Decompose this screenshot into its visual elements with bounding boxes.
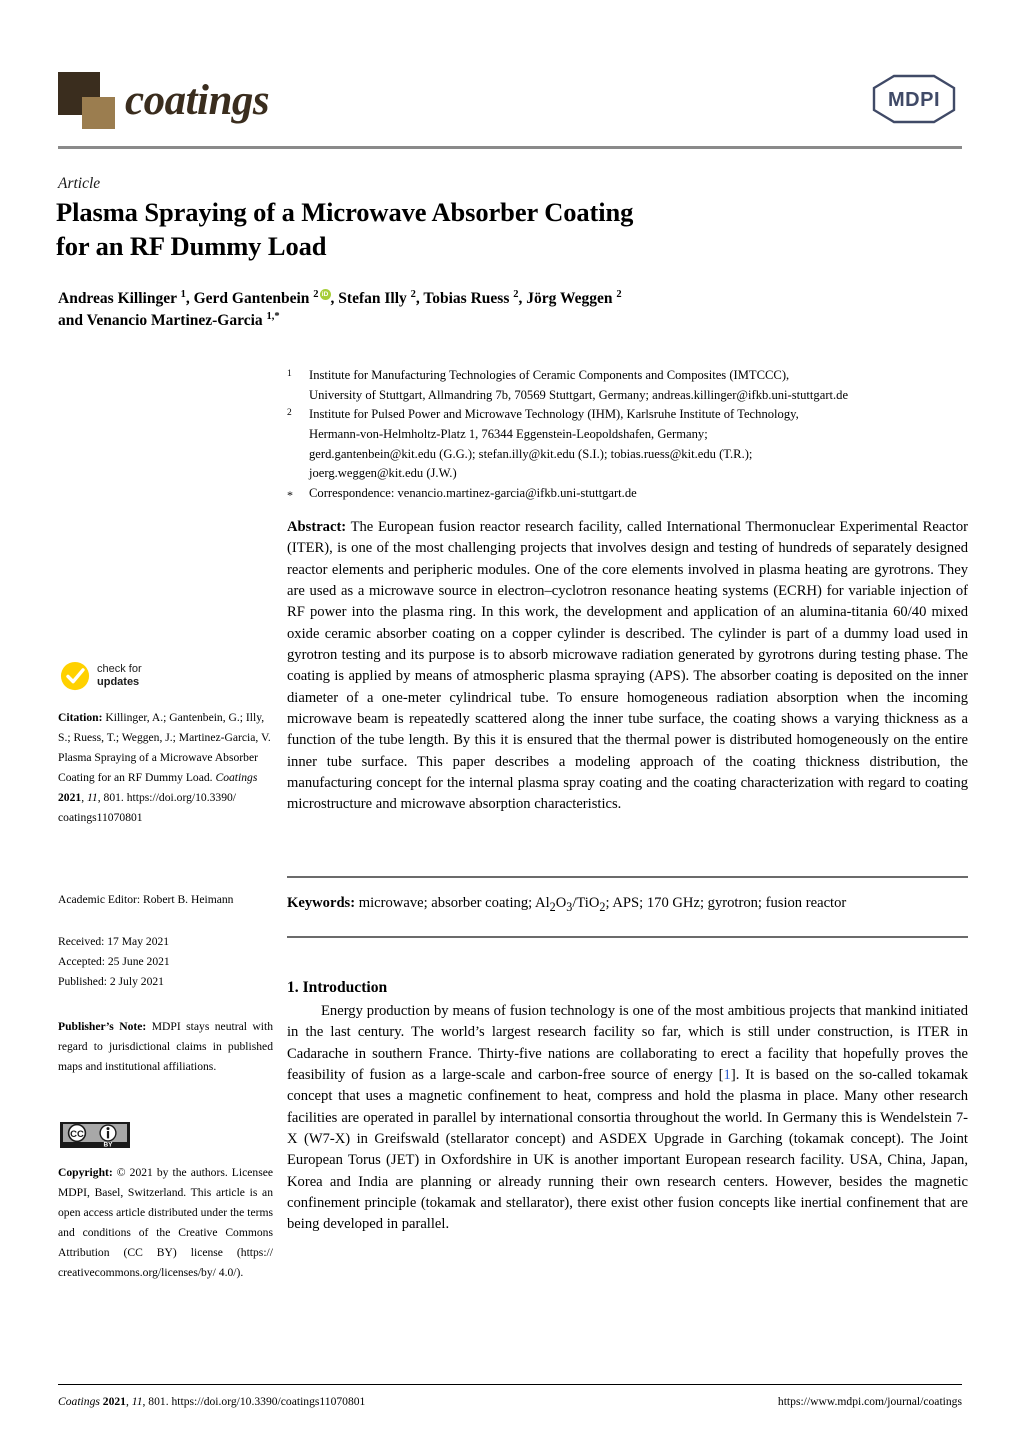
keywords-block <box>287 893 968 917</box>
svg-text:MDPI: MDPI <box>888 89 940 111</box>
citation-sep: , <box>81 790 87 804</box>
author-list <box>58 288 878 332</box>
author-line-2 <box>58 310 878 332</box>
citation-pages: , 801. <box>97 790 124 804</box>
title-line-2: for an RF Dummy Load <box>56 230 327 261</box>
citation-volume: 11 <box>86 790 98 804</box>
footer-year: 2021 <box>102 1395 126 1408</box>
published-date: Published: 2 July 2021 <box>58 974 164 988</box>
citation-authors: Killinger, A.; Gantenbein, G.; Illy, S.; Ruess, T.; Weggen, J.; Martinez-Garcia, V. Plasma Spraying of a Microwave Absorber Coating for an RF Dummy Load. <box>58 711 271 784</box>
author-line-1 <box>58 288 878 310</box>
svg-text:BY: BY <box>103 1141 113 1148</box>
publishers-note <box>58 1017 273 1077</box>
journal-name: coatings <box>125 77 270 124</box>
affiliation-list <box>287 366 967 505</box>
footer-journal: Coatings <box>58 1395 100 1408</box>
correspondence-marker: * <box>287 487 293 502</box>
citation-label: Citation: <box>58 711 103 724</box>
mdpi-logo <box>866 74 962 124</box>
footer-divider <box>58 1384 962 1385</box>
logo-tan-square <box>82 97 115 129</box>
coatings-logo-icon <box>58 72 115 129</box>
citation-doi[interactable]: https://doi.org/10.3390/ coatings11070801 <box>58 790 237 824</box>
footer-citation <box>58 1395 365 1408</box>
intro-text-before-citation: Energy production by means of fusion technology is one of the most ambitious projects that mankind initiated in the last century. The world’s largest research facility so far, which is still under construction, is ITER in Cadarache in southern France. Thirty-five nations are collaborating to erect a facility that hopefully proves the feasibility of fusion as a large-scale and carbon-free source of energy [ <box>287 1003 968 1083</box>
copyright-notice <box>58 1163 273 1283</box>
author-ruess-affmark: 2 <box>513 289 519 300</box>
creative-commons-badge[interactable] <box>60 1122 130 1148</box>
keywords-bottom-divider <box>287 936 968 938</box>
keywords-label: Keywords: <box>287 895 356 911</box>
affiliation-item <box>287 366 967 405</box>
cfu-line-2: updates <box>97 676 140 688</box>
author-weggen: , Jörg Weggen <box>518 290 617 308</box>
article-type-label: Article <box>58 175 101 192</box>
orcid-icon[interactable] <box>320 289 331 300</box>
footer-volume: 11 <box>131 1395 143 1408</box>
affiliation-line: Institute for Manufacturing Technologies of Ceramic Components and Composites (IMTCCC), <box>309 368 790 382</box>
correspondence-text <box>309 484 967 505</box>
citation-link-1[interactable]: 1 <box>723 1066 731 1083</box>
intro-text-after-citation: ]. It is based on the so-called tokamak concept that uses a magnetic confinement to heat, compress and hold the plasma in place. Many other research facilities are operated in parallel by international consortia throughout the world. In Germany this is Wendelstein 7-X (W7-X) in Greifswald (stellarator concept) and ASDEX Upgrade in Garching (tokamak concept). The Joint European Torus (JET) in Oxfordshire in UK is another important European research facility. USA, China, Japan, Korea and India are planning or already running their own research centers. However, besides the magnetic confinement principle (tokamak and stellarator), there exist other fusion concepts like inertial confinement that are being developed in parallel. <box>287 1066 968 1233</box>
copyright-label: Copyright: <box>58 1166 113 1179</box>
affiliation-text <box>309 366 967 405</box>
page-title <box>56 196 856 264</box>
introduction-paragraph <box>287 1001 968 1236</box>
footer-doi[interactable]: , 801. https://doi.org/10.3390/coatings11070801 <box>142 1395 366 1408</box>
author-gantenbein-affmark: 2 <box>313 289 319 300</box>
masthead-divider <box>58 146 962 149</box>
author-weggen-affmark: 2 <box>616 289 622 300</box>
publication-dates <box>58 932 273 992</box>
cfu-line-1: check for <box>97 663 142 676</box>
accepted-date: Accepted: 25 June 2021 <box>58 954 170 968</box>
affiliation-text <box>309 405 967 484</box>
copyright-text: © 2021 by the authors. Licensee MDPI, Basel, Switzerland. This article is an open access article distributed under the terms and conditions of the Creative Commons Attribution (CC BY) license (https:// creativecommons.org/licenses/by/ 4.0/). <box>58 1166 273 1279</box>
affiliation-marker: 2 <box>287 408 292 419</box>
check-circle-icon <box>60 661 90 691</box>
keywords-top-divider <box>287 876 968 878</box>
affiliation-line: joerg.weggen@kit.edu (J.W.) <box>309 466 457 481</box>
svg-text:CC: CC <box>70 1129 84 1140</box>
academic-editor: Academic Editor: Robert B. Heimann <box>58 893 234 906</box>
affiliation-line: Institute for Pulsed Power and Microwave Technology (IHM), Karlsruhe Institute of Technology, <box>309 407 799 422</box>
footer-sep: , <box>125 1395 132 1408</box>
author-illy-affmark: 2 <box>410 289 416 300</box>
author-gantenbein: , Gerd Gantenbein <box>185 290 314 308</box>
footer-journal-url[interactable]: https://www.mdpi.com/journal/coatings <box>777 1395 962 1408</box>
author-illy: , Stefan Illy <box>330 290 411 308</box>
affiliation-item <box>287 405 967 484</box>
author-martinez-garcia-affmark: 1,* <box>266 311 280 323</box>
mdpi-hexagon-icon <box>866 74 962 124</box>
masthead <box>58 72 962 134</box>
author-killinger: Andreas Killinger <box>58 290 181 308</box>
affiliation-line: Correspondence: venancio.martinez-garcia@ifkb.uni-stuttgart.de <box>309 485 637 500</box>
affiliation-marker: 1 <box>287 369 292 379</box>
cc-by-license-icon <box>60 1122 130 1148</box>
affiliation-line: gerd.gantenbein@kit.edu (G.G.); stefan.illy@kit.edu (S.I.); tobias.ruess@kit.edu (T.R.); <box>309 446 753 461</box>
check-for-updates-label <box>97 663 142 689</box>
section-heading-introduction: 1. Introduction <box>287 979 388 996</box>
publishers-note-label: Publisher’s Note: <box>58 1020 147 1033</box>
received-date: Received: 17 May 2021 <box>58 935 170 948</box>
title-line-1: Plasma Spraying of a Microwave Absorber Coating <box>56 197 634 227</box>
publishers-note-text: MDPI stays neutral with regard to jurisdictional claims in published maps and institutional affiliations. <box>58 1020 273 1073</box>
abstract-label: Abstract: <box>287 519 347 535</box>
citation-journal: Coatings <box>215 770 258 784</box>
author-martinez-garcia: and Venancio Martinez-Garcia <box>58 312 267 330</box>
affiliation-line: University of Stuttgart, Allmandring 7b, 70569 Stuttgart, Germany; andreas.killinger@ifkb.uni-stuttgart.de <box>309 387 849 402</box>
abstract-block <box>287 517 968 816</box>
keywords-text: microwave; absorber coating; $Al_2O_3/TiO_2$; APS; 170 GHz; gyrotron; fusion reactor <box>355 895 847 914</box>
abstract-text: The European fusion reactor research facility, called International Thermonuclear Experimental Reactor (ITER), is one of the most challenging projects that involves design and testing of hundreds of separately designed reactor elements and peripheric modules. One of the core elements involved in plasma heating are gyrotrons. They are used as a microwave source in electron–cyclotron resonance heating systems (ECRH) for variable injection of RF power into the plasma ring. In this work, the development and application of an alumina-titania 60/40 mixed oxide ceramic absorber coating on a copper cylinder is described. The cylinder is part of a dummy load used in gyrotron testing and its purpose is to absorb microwave radiation generated by gyrotrons during testing phase. The coating is applied by means of atmospheric plasma spraying (APS). The absorber coating is deposited on the inner diameter of a one-meter cylindrical tube. To ensure homogeneous radiation absorption when the incoming microwave beam is repeatedly scattered along the inner tube surface, the coating shows a varying thickness as a function of the tube length. By this it is ensured that the thermal power is distributed homogeneously on the entire inner tube surface. This paper describes a modeling approach of the coating thickness distribution, the manufacturing concept for the internal plasma spray coating and the coating characterization with regard to coating microstructure and microwave absorption characteristics. <box>287 519 968 813</box>
affiliation-line: Hermann-von-Helmholtz-Platz 1, 76344 Eggenstein-Leopoldshafen, Germany; <box>309 426 708 441</box>
citation-info <box>58 708 273 828</box>
check-for-updates-badge[interactable] <box>60 661 142 691</box>
affiliation-item <box>287 484 967 505</box>
journal-logo <box>58 72 269 129</box>
author-killinger-affmark: 1 <box>180 289 186 300</box>
citation-year: 2021 <box>58 790 82 804</box>
introduction-body <box>287 1001 968 1236</box>
author-ruess: , Tobias Ruess <box>415 290 514 308</box>
